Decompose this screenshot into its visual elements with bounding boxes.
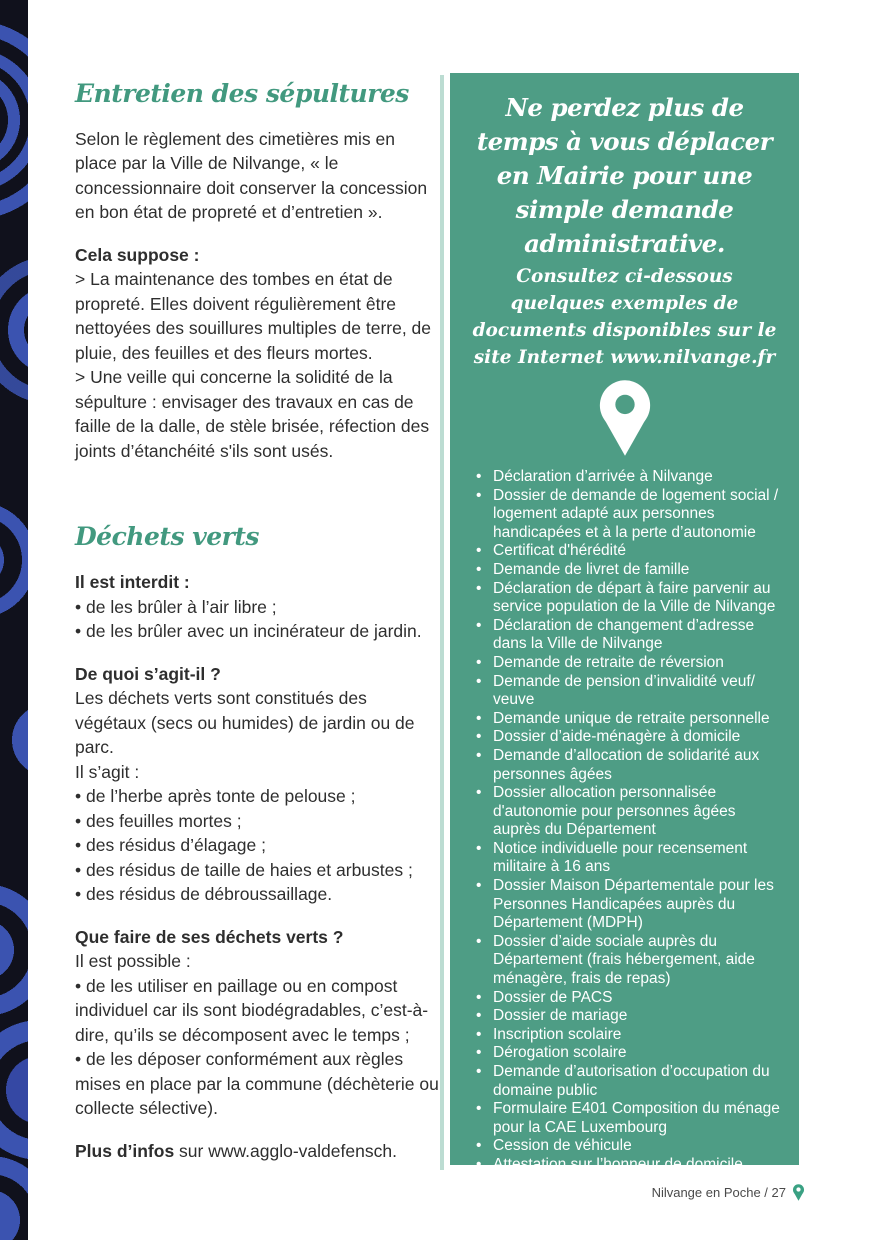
possible-label: Il est possible : <box>75 951 191 971</box>
list-item: • Demande unique de retraite personnelle <box>476 710 785 729</box>
sagit-point: • des résidus de taille de haies et arbustes ; <box>75 858 441 883</box>
documents-list <box>464 468 785 1193</box>
list-item: • Demande de retraite de réversion <box>476 654 785 673</box>
spacer <box>75 109 441 127</box>
section-title-dechets-verts: Déchets verts <box>75 522 259 552</box>
page-footer <box>450 1184 805 1201</box>
list-item: • Cession de véhicule <box>476 1137 785 1156</box>
quoi-text: Les déchets verts sont constitués des végétaux (secs ou humides) de jardin ou de parc. <box>75 688 415 757</box>
left-text-column <box>75 80 441 1163</box>
spacer <box>75 1121 441 1139</box>
sagit-point: • des feuilles mortes ; <box>75 809 441 834</box>
panel-headline: Ne perdez plus de temps à vous déplacer en Mairie pour une simple demande administrative. <box>476 93 773 258</box>
pin-icon-wrap <box>464 379 785 462</box>
marbled-edge-decoration <box>0 0 28 1240</box>
more-info-label: Plus d’infos <box>75 1140 175 1161</box>
quoi-label: De quoi s’agit-il ? <box>75 663 221 684</box>
panel-subheadline: Consultez ci-dessous quelques exemples de documents disponibles sur le site Internet www.nilvange.fr <box>472 266 777 368</box>
list-item: • Dossier allocation personnalisée d'autonomie pour personnes âgées auprès du Département <box>476 784 785 840</box>
column-divider <box>440 75 444 1170</box>
interdit-point: • de les brûler à l’air libre ; <box>75 595 441 620</box>
spacer <box>75 225 441 243</box>
faire-label: Que faire de ses déchets verts ? <box>75 926 344 947</box>
suppose-point: > Une veille qui concerne la solidité de la sépulture : envisager des travaux en cas de faille de la dalle, de stèle brisée, réfection des joints d’étanchéité s'ils sont usés. <box>75 367 430 461</box>
list-item: • Déclaration d’arrivée à Nilvange <box>476 468 785 487</box>
spacer <box>75 463 441 493</box>
list-item: • Dossier d’aide sociale auprès du Département (frais hébergement, aide ménagère, frais de repas) <box>476 933 785 989</box>
suppose-label: Cela suppose : <box>75 244 200 265</box>
possible-point: • de les utiliser en paillage ou en compost individuel car ils sont biodégradables, c’est-à-dire, qu’ils se décomposent avec le temps ; <box>75 974 441 1048</box>
interdit-label: Il est interdit : <box>75 572 190 592</box>
list-item: • Dossier de mariage <box>476 1007 785 1026</box>
map-pin-icon <box>596 379 654 457</box>
green-info-panel <box>450 73 799 1192</box>
footer-page-label: Nilvange en Poche / 27 <box>651 1185 786 1200</box>
suppose-point: > La maintenance des tombes en état de propreté. Elles doivent régulièrement être nettoyées des souillures multiples de terre, de pluie, des feuilles et des fleurs mortes. <box>75 269 432 363</box>
sepultures-intro: Selon le règlement des cimetières mis en place par la Ville de Nilvange, « le concessionnaire doit conserver la concession en bon état de propreté et d’entretien ». <box>75 128 428 223</box>
more-info-text: sur www.agglo-valdefensch. <box>174 1140 397 1161</box>
section-title-sepultures: Entretien des sépultures <box>75 79 409 108</box>
spacer <box>75 644 441 662</box>
list-item: • Dossier de PACS <box>476 989 785 1008</box>
list-item: • Dossier Maison Départementale pour les Personnes Handicapées auprès du Département (MDPH) <box>476 877 785 933</box>
interdit-point: • de les brûler avec un incinérateur de jardin. <box>75 619 441 644</box>
spacer <box>75 552 441 570</box>
list-item: • Inscription scolaire <box>476 1026 785 1045</box>
list-item: • Dossier de demande de logement social / logement adapté aux personnes handicapées et à la perte d’autonomie <box>476 487 785 543</box>
sagit-point: • des résidus d’élagage ; <box>75 833 441 858</box>
list-item: • Formulaire E401 Composition du ménage pour la CAE Luxembourg <box>476 1100 785 1137</box>
list-item: • Notice individuelle pour recensement militaire à 16 ans <box>476 840 785 877</box>
possible-point: • de les déposer conformément aux règles mises en place par la commune (déchèterie ou collecte sélective). <box>75 1047 441 1121</box>
list-item: • Demande de livret de famille <box>476 561 785 580</box>
list-item: • Dossier d’aide-ménagère à domicile <box>476 728 785 747</box>
list-item: • Déclaration de changement d’adresse dans la Ville de Nilvange <box>476 617 785 654</box>
map-pin-icon <box>792 1184 805 1201</box>
list-item: • Déclaration de départ à faire parvenir au service population de la Ville de Nilvange <box>476 580 785 617</box>
list-item: • Certificat d'hérédité <box>476 542 785 561</box>
more-info-line <box>75 1139 441 1164</box>
list-item: • Attestation sur l’honneur de domicile France et étranger <box>476 1156 785 1193</box>
spacer <box>75 907 441 925</box>
list-item: • Demande d’allocation de solidarité aux personnes âgées <box>476 747 785 784</box>
sagit-point: • de l’herbe après tonte de pelouse ; <box>75 784 441 809</box>
list-item: • Demande d’autorisation d’occupation du domaine public <box>476 1063 785 1100</box>
sagit-label: Il s’agit : <box>75 761 140 782</box>
list-item: • Demande de pension d’invalidité veuf/ veuve <box>476 673 785 710</box>
spacer <box>75 493 441 523</box>
sagit-point: • des résidus de débroussaillage. <box>75 882 441 907</box>
list-item: • Dérogation scolaire <box>476 1044 785 1063</box>
